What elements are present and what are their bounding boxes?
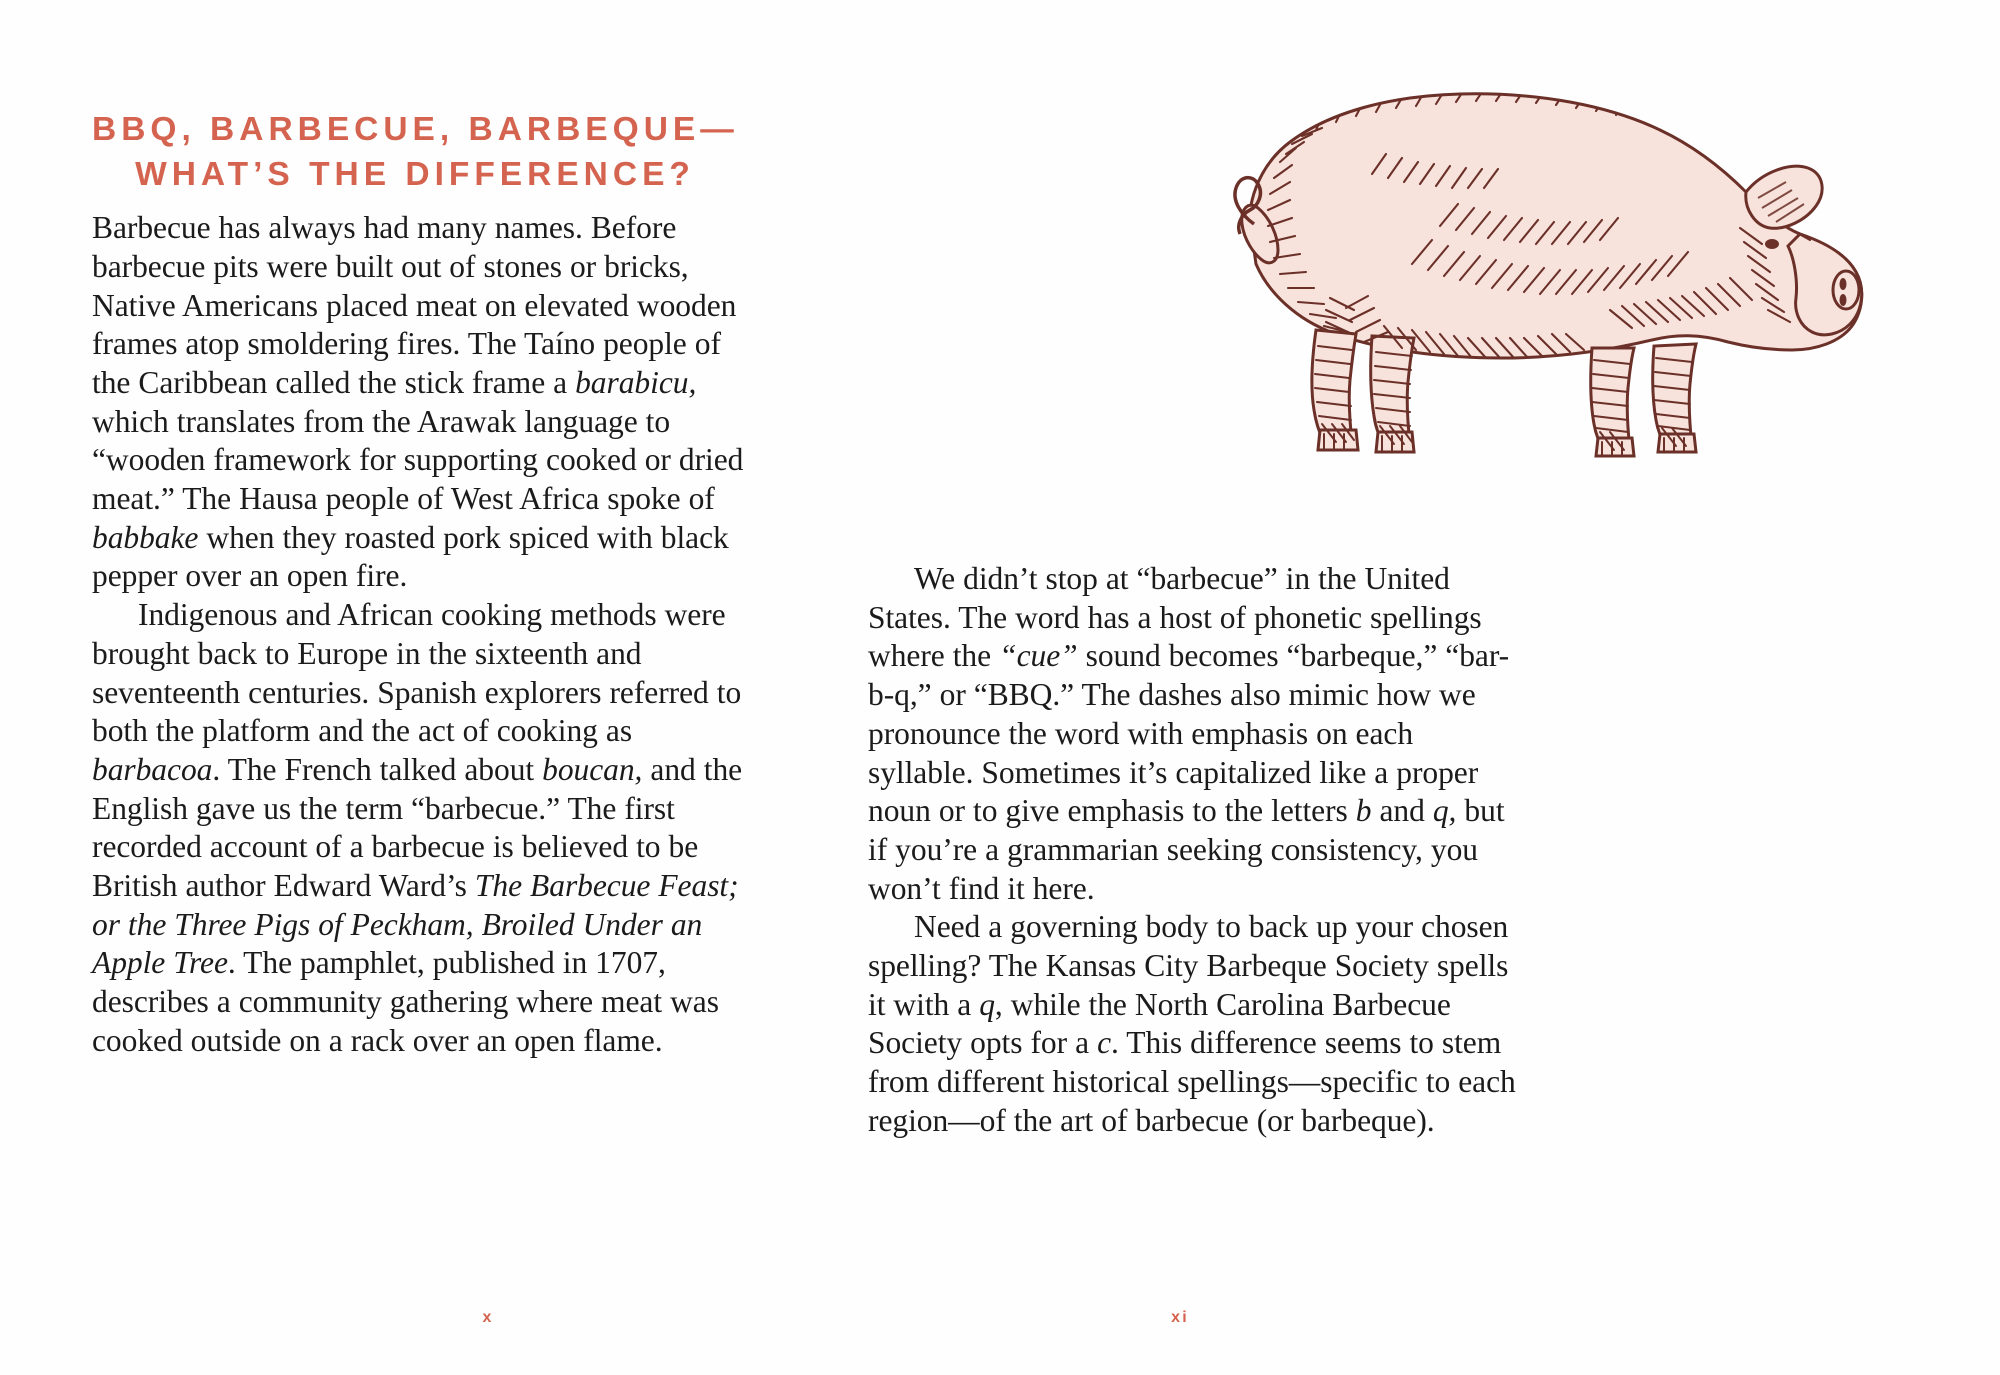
- chapter-heading-line-1: BBQ, BARBECUE, BARBEQUE—: [92, 111, 739, 148]
- chapter-heading-line-2: WHAT’S THE DIFFERENCE?: [135, 155, 695, 193]
- rpar2-text-3: . This difference seems to stem from different historical spellings—specific to each region—of the art of barbecue (or barbeque).: [868, 1025, 1516, 1138]
- par1-italic-barabicu: barabicu,: [575, 364, 697, 400]
- left-column: [92, 108, 744, 1061]
- par2-text-4: . The pamphlet, published in 1707, describes a community gathering where meat was cooked outside on a rack over an open flame.: [92, 945, 719, 1058]
- pig-illustration: [1140, 58, 1900, 458]
- par1-text-3: when they roasted pork spiced with black pepper over an open fire.: [92, 519, 729, 594]
- rpar1-text-4: but if you’re a grammarian seeking consistency, you won’t find it here.: [868, 793, 1505, 906]
- folio-right: xi: [1171, 1309, 1189, 1326]
- rpar1-italic-q: q,: [1432, 793, 1457, 829]
- chapter-heading: [92, 108, 744, 197]
- pig-engraving-icon: [1140, 58, 1900, 458]
- rpar1-text-1: We didn’t stop at “barbecue” in the United States. The word has a host of phonetic spellings where the: [868, 561, 1482, 674]
- right-column: [868, 560, 1520, 1141]
- rpar1-text-2: sound becomes “barbeque,” “bar-b-q,” or “BBQ.” The dashes also mimic how we pronounce the word with emphasis on each syllable. Sometimes it’s capitalized like a proper noun or to give emphasis to the letters: [868, 638, 1510, 829]
- par2-italic-boucan: boucan,: [542, 751, 643, 787]
- right-page: [868, 0, 2000, 1375]
- rpar2-text-1: Need a governing body to back up your chosen spelling? The Kansas City Barbeque Society spells it with a: [868, 909, 1509, 1022]
- par2-text-3: and the English gave us the term “barbecue.” The first recorded account of a barbecue is believed to be British author Edward Ward’s: [92, 751, 743, 904]
- right-paragraph-2: [868, 908, 1520, 1140]
- right-paragraph-1: [868, 560, 1520, 908]
- rpar2-italic-c: c: [1097, 1025, 1111, 1061]
- par2-text-2: . The French talked about: [212, 751, 543, 787]
- par1-text-1: Barbecue has always had many names. Before barbecue pits were built out of stones or bricks, Native Americans placed meat on elevated wooden frames atop smoldering fires. The Taíno people of the Caribbean called the stick frame a: [92, 210, 737, 400]
- rpar1-italic-cue: “cue”: [999, 638, 1078, 674]
- par2-text-1: Indigenous and African cooking methods were brought back to Europe in the sixteenth and seventeenth centuries. Spanish explorers referred to both the platform and the act of cooking as: [92, 597, 742, 749]
- rpar1-text-3: and: [1371, 793, 1433, 829]
- rpar2-italic-q: q: [979, 986, 995, 1022]
- folio-left: x: [482, 1309, 494, 1326]
- par2-italic-book-title: The Barbecue Feast; or the Three Pigs of Peckham, Broiled Under an Apple Tree: [92, 868, 739, 981]
- left-paragraph-2: [92, 596, 744, 1060]
- par2-italic-barbacoa: barbacoa: [92, 751, 213, 787]
- par1-italic-babbake: babbake: [92, 519, 199, 555]
- left-paragraph-1: [92, 209, 744, 596]
- par1-text-2: which translates from the Arawak language to “wooden framework for supporting cooked or dried meat.” The Hausa people of West Africa spoke of: [92, 403, 744, 517]
- rpar2-text-2: , while the North Carolina Barbecue Society opts for a: [868, 986, 1451, 1061]
- rpar1-italic-b: b: [1355, 793, 1372, 829]
